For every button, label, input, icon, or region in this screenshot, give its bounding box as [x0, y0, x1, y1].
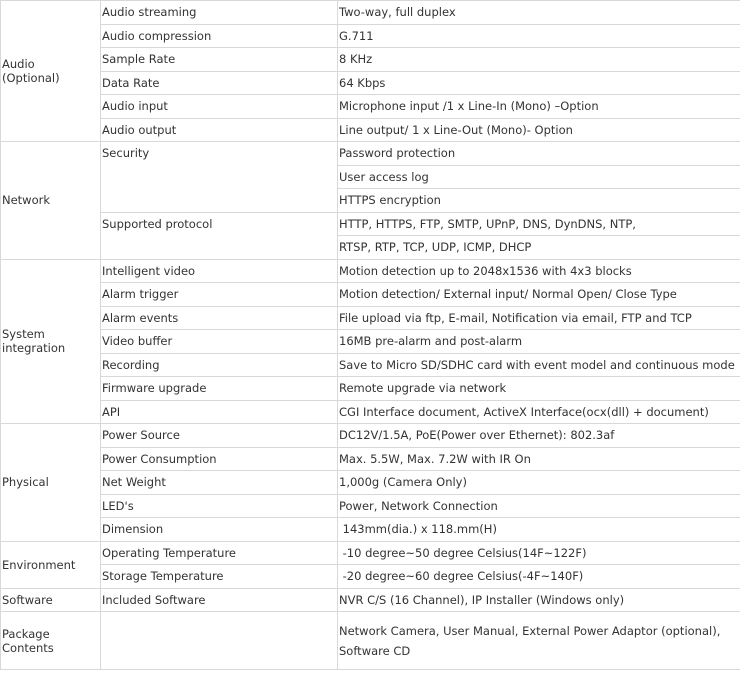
spec-label: Audio streaming: [101, 1, 338, 25]
spec-label: API: [101, 400, 338, 424]
spec-value: 1,000g (Camera Only): [338, 471, 740, 495]
table-row: [1, 212, 740, 236]
spec-value: 143mm(dia.) x 118.mm(H): [338, 518, 740, 542]
table-row: [1, 283, 740, 307]
spec-value: HTTP, HTTPS, FTP, SMTP, UPnP, DNS, DynDNS, NTP,: [338, 212, 740, 236]
spec-value: Password protection: [338, 142, 740, 166]
spec-value: Remote upgrade via network: [338, 377, 740, 401]
spec-label: Security: [101, 142, 338, 213]
table-row: [1, 565, 740, 589]
spec-label: Supported protocol: [101, 212, 338, 259]
spec-value: Two-way, full duplex: [338, 1, 740, 25]
spec-label: Alarm trigger: [101, 283, 338, 307]
category-software: Software: [1, 588, 101, 612]
spec-label: Included Software: [101, 588, 338, 612]
spec-label: LED's: [101, 494, 338, 518]
spec-value: RTSP, RTP, TCP, UDP, ICMP, DHCP: [338, 236, 740, 260]
spec-value: -20 degree~60 degree Celsius(-4F~140F): [338, 565, 740, 589]
spec-label: Alarm events: [101, 306, 338, 330]
spec-value: DC12V/1.5A, PoE(Power over Ethernet): 802.3af: [338, 424, 740, 448]
spec-value: Microphone input /1 x Line-In (Mono) –Option: [338, 95, 740, 119]
spec-label: Video buffer: [101, 330, 338, 354]
spec-value: 64 Kbps: [338, 71, 740, 95]
spec-value: G.711: [338, 24, 740, 48]
spec-label: Power Source: [101, 424, 338, 448]
category-network: Network: [1, 142, 101, 260]
category-package-contents: Package Contents: [1, 612, 101, 670]
table-row: [1, 541, 740, 565]
table-row: [1, 400, 740, 424]
table-row: [1, 588, 740, 612]
spec-label: Audio compression: [101, 24, 338, 48]
spec-value: Save to Micro SD/SDHC card with event model and continuous mode: [338, 353, 740, 377]
category-physical: Physical: [1, 424, 101, 542]
table-row: [1, 95, 740, 119]
spec-label: Firmware upgrade: [101, 377, 338, 401]
spec-value: Power, Network Connection: [338, 494, 740, 518]
table-row: [1, 424, 740, 448]
spec-label: [101, 612, 338, 670]
table-row: [1, 494, 740, 518]
table-row: [1, 377, 740, 401]
table-row: [1, 71, 740, 95]
table-row: [1, 518, 740, 542]
spec-value: HTTPS encryption: [338, 189, 740, 213]
spec-label: Power Consumption: [101, 447, 338, 471]
spec-label: Data Rate: [101, 71, 338, 95]
spec-label: Intelligent video: [101, 259, 338, 283]
table-row: [1, 48, 740, 72]
table-row: [1, 306, 740, 330]
spec-label: Audio output: [101, 118, 338, 142]
spec-value: User access log: [338, 165, 740, 189]
table-row: [1, 1, 740, 25]
category-audio: Audio (Optional): [1, 1, 101, 142]
table-row: [1, 612, 740, 670]
table-row: [1, 24, 740, 48]
category-system-integration: System integration: [1, 259, 101, 424]
spec-value: Max. 5.5W, Max. 7.2W with IR On: [338, 447, 740, 471]
spec-label: Dimension: [101, 518, 338, 542]
spec-label: Sample Rate: [101, 48, 338, 72]
table-row: [1, 118, 740, 142]
spec-value: -10 degree~50 degree Celsius(14F~122F): [338, 541, 740, 565]
spec-label: Operating Temperature: [101, 541, 338, 565]
spec-value: File upload via ftp, E-mail, Notification via email, FTP and TCP: [338, 306, 740, 330]
spec-value: Network Camera, User Manual, External Power Adaptor (optional), Software CD: [338, 612, 740, 670]
table-row: [1, 471, 740, 495]
spec-value: CGI Interface document, ActiveX Interface(ocx(dll) + document): [338, 400, 740, 424]
spec-value: Line output/ 1 x Line-Out (Mono)- Option: [338, 118, 740, 142]
spec-value: Motion detection/ External input/ Normal Open/ Close Type: [338, 283, 740, 307]
table-row: [1, 353, 740, 377]
table-row: [1, 447, 740, 471]
category-environment: Environment: [1, 541, 101, 588]
spec-label: Audio input: [101, 95, 338, 119]
spec-label: Recording: [101, 353, 338, 377]
spec-label: Net Weight: [101, 471, 338, 495]
spec-value: 16MB pre-alarm and post-alarm: [338, 330, 740, 354]
spec-value: 8 KHz: [338, 48, 740, 72]
spec-value: Motion detection up to 2048x1536 with 4x3 blocks: [338, 259, 740, 283]
table-row: [1, 259, 740, 283]
spec-value: NVR C/S (16 Channel), IP Installer (Windows only): [338, 588, 740, 612]
table-row: [1, 142, 740, 166]
table-row: [1, 330, 740, 354]
spec-label: Storage Temperature: [101, 565, 338, 589]
